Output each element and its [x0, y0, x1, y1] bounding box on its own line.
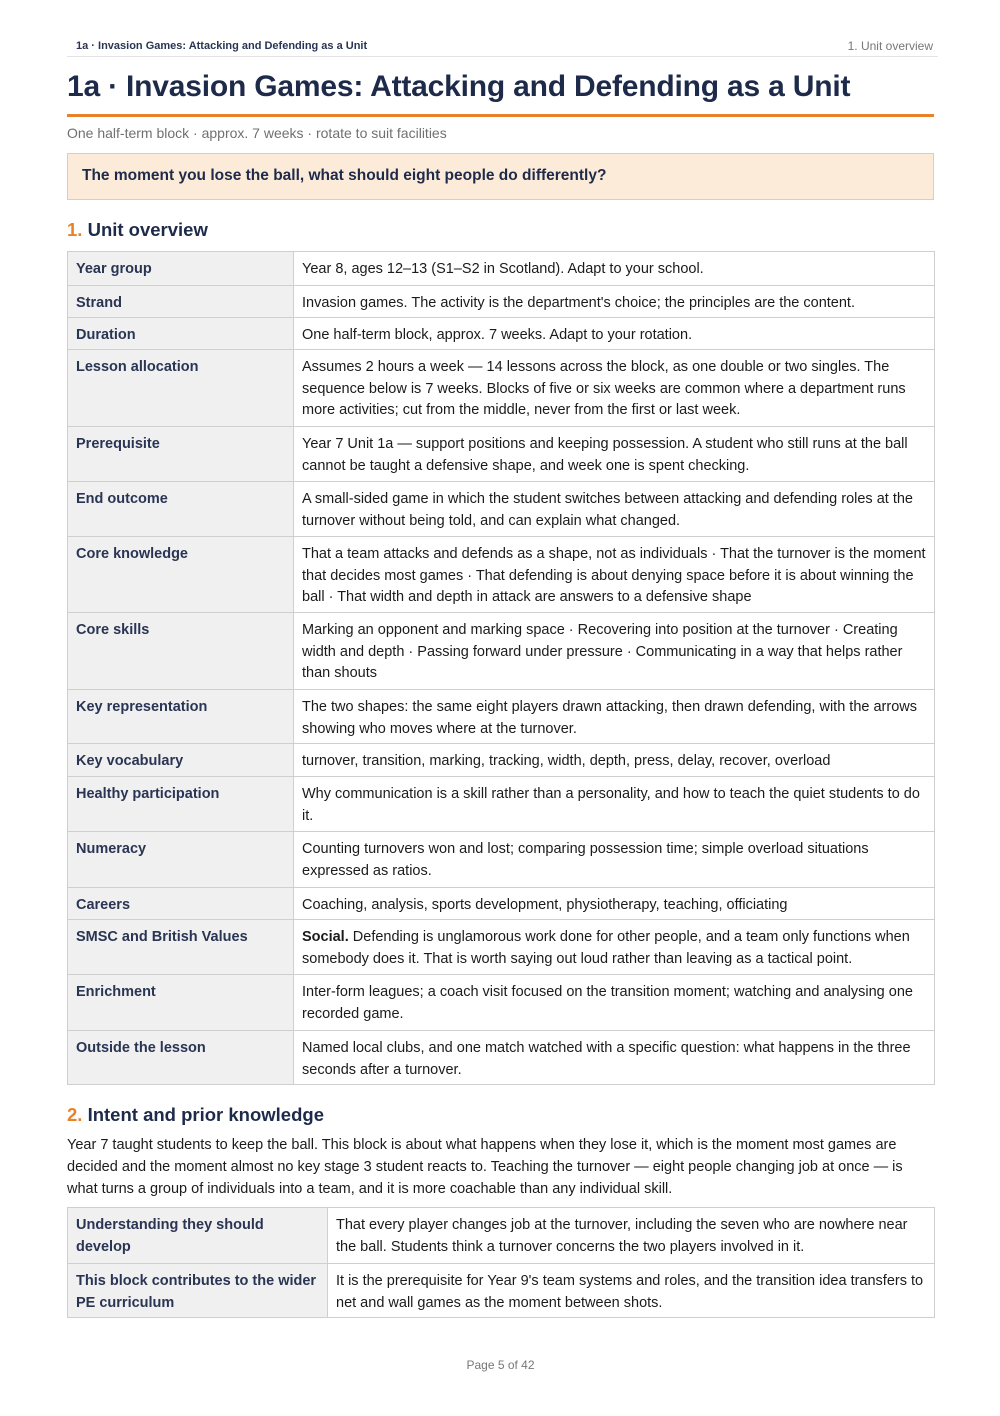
row-value-lead: Social.	[302, 929, 349, 945]
row-value: Year 7 Unit 1a — support positions and keeping possession. A student who still runs at the ball cannot be taught a defensive shape, and week one is spent checking.	[302, 436, 908, 474]
row-label-cell	[68, 744, 294, 777]
row-value-cell	[294, 777, 935, 832]
row-label: Year group	[76, 261, 152, 277]
page-number: Page 5 of 42	[466, 1358, 535, 1372]
row-label-cell	[68, 427, 294, 482]
row-label-cell	[68, 1031, 294, 1085]
row-value: Inter-form leagues; a coach visit focused on the transition moment; watching and analysing one recorded game.	[302, 984, 913, 1022]
row-label-cell	[68, 1208, 328, 1264]
unit-overview-table	[67, 251, 935, 1085]
row-value-cell	[328, 1264, 935, 1318]
table-row	[68, 1031, 935, 1085]
row-value-cell	[294, 975, 935, 1031]
row-label: SMSC and British Values	[76, 929, 248, 945]
row-value: Why communication is a skill rather than a personality, and how to teach the quiet students to do it.	[302, 786, 920, 824]
row-value-cell	[294, 920, 935, 975]
row-value: Year 8, ages 12–13 (S1–S2 in Scotland). Adapt to your school.	[302, 261, 704, 277]
table-row	[68, 252, 935, 286]
row-label-cell	[68, 537, 294, 613]
running-header	[67, 36, 938, 57]
row-value-cell	[294, 832, 935, 888]
row-value: A small-sided game in which the student switches between attacking and defending roles at the turnover without being told, and can explain what changed.	[302, 491, 913, 529]
row-value-cell	[328, 1208, 935, 1264]
table-row	[68, 975, 935, 1031]
table-row	[68, 482, 935, 537]
row-label-cell	[68, 613, 294, 690]
row-value	[302, 920, 926, 970]
row-value-cell	[294, 427, 935, 482]
row-label: Healthy participation	[76, 786, 220, 802]
row-value-cell	[294, 888, 935, 920]
row-value-cell	[294, 286, 935, 318]
intent-table	[67, 1207, 935, 1318]
row-label: Careers	[76, 897, 131, 913]
row-label-cell	[68, 482, 294, 537]
table-row	[68, 888, 935, 920]
row-label: Strand	[76, 295, 122, 311]
row-label-cell	[68, 888, 294, 920]
row-label-cell	[68, 690, 294, 744]
row-value-text: Defending is unglamorous work done for other people, and a team only functions when somebody does it. That is worth saying out loud rather than leaving as a tactical point.	[302, 929, 910, 967]
row-value-cell	[294, 744, 935, 777]
running-header-section: 1. Unit overview	[847, 39, 933, 53]
table-row	[68, 427, 935, 482]
table-row	[68, 350, 935, 427]
section-2-heading	[67, 1104, 324, 1126]
row-label: Prerequisite	[76, 436, 160, 452]
table-row	[68, 1208, 935, 1264]
title-divider	[67, 114, 934, 117]
table-row	[68, 318, 935, 350]
row-value-cell	[294, 350, 935, 427]
row-label: Lesson allocation	[76, 359, 199, 375]
row-value-cell	[294, 1031, 935, 1085]
row-label: Key representation	[76, 699, 208, 715]
row-label-cell	[68, 350, 294, 427]
running-header-title: 1a · Invasion Games: Attacking and Defending as a Unit	[76, 40, 368, 52]
row-value-cell	[294, 252, 935, 286]
table-row	[68, 537, 935, 613]
row-value: That every player changes job at the turnover, including the seven who are nowhere near the ball. Students think a turnover concerns the two players involved in it.	[336, 1217, 908, 1255]
section-1-heading	[67, 219, 208, 241]
key-question-text: The moment you lose the ball, what should eight people do differently?	[82, 167, 607, 184]
row-value: The two shapes: the same eight players drawn attacking, then drawn defending, with the arrows showing who moves where at the turnover.	[302, 699, 917, 737]
row-label: Numeracy	[76, 841, 147, 857]
section-1-number: 1.	[67, 219, 83, 240]
row-label: Duration	[76, 327, 136, 343]
row-label: Key vocabulary	[76, 753, 184, 769]
row-value-cell	[294, 537, 935, 613]
row-value-cell	[294, 690, 935, 744]
table-row	[68, 613, 935, 690]
page-title: 1a · Invasion Games: Attacking and Defending as a Unit	[67, 70, 851, 103]
row-label-cell	[68, 975, 294, 1031]
table-row	[68, 744, 935, 777]
row-label-cell	[68, 318, 294, 350]
row-label: End outcome	[76, 491, 168, 507]
row-value: It is the prerequisite for Year 9's team systems and roles, and the transition idea transfers to net and wall games as the moment between shots.	[336, 1273, 924, 1311]
row-value: That a team attacks and defends as a shape, not as individuals · That the turnover is the moment that decides most games · That defending is about denying space before it is about winning the ball · That width and depth in attack are answers to a defensive shape	[302, 546, 926, 605]
section-1-title: Unit overview	[87, 219, 208, 240]
row-label: Enrichment	[76, 984, 156, 1000]
section-2-number: 2.	[67, 1104, 83, 1125]
row-value: Marking an opponent and marking space · Recovering into position at the turnover · Creating width and depth · Passing forward under pressure · Communicating in a way that helps rather than shouts	[302, 622, 903, 681]
table-row	[68, 777, 935, 832]
row-label-cell	[68, 286, 294, 318]
key-question-callout	[67, 153, 934, 200]
row-label: Core skills	[76, 622, 150, 638]
row-value: Named local clubs, and one match watched with a specific question: what happens in the three seconds after a turnover.	[302, 1040, 911, 1078]
row-value: One half-term block, approx. 7 weeks. Adapt to your rotation.	[302, 327, 693, 343]
intent-paragraph: Year 7 taught students to keep the ball. This block is about what happens when they lose it, which is the moment most games are decided and the moment almost no key stage 3 student reacts to. Teaching the turnover — eight people changing job at once — is what turns a group of individuals into a team, and it is more coachable than any individual skill.	[67, 1137, 903, 1197]
table-row	[68, 920, 935, 975]
table-row	[68, 286, 935, 318]
row-label-cell	[68, 777, 294, 832]
table-row	[68, 690, 935, 744]
row-value-cell	[294, 613, 935, 690]
row-label: Understanding they should develop	[76, 1217, 264, 1255]
row-value-cell	[294, 482, 935, 537]
row-label-cell	[68, 920, 294, 975]
row-value: Assumes 2 hours a week — 14 lessons across the block, as one double or two singles. The sequence below is 7 weeks. Blocks of five or six weeks are common where a department runs more activities; cut from the middle, never from the first or last week.	[302, 359, 906, 418]
row-value: turnover, transition, marking, tracking, width, depth, press, delay, recover, overload	[302, 753, 831, 769]
table-row	[68, 832, 935, 888]
row-value: Invasion games. The activity is the department's choice; the principles are the content.	[302, 295, 855, 311]
section-2-title: Intent and prior knowledge	[87, 1104, 324, 1125]
row-label: This block contributes to the wider PE curriculum	[76, 1273, 317, 1311]
row-label-cell	[68, 832, 294, 888]
row-label: Core knowledge	[76, 546, 188, 562]
row-label-cell	[68, 1264, 328, 1318]
row-label-cell	[68, 252, 294, 286]
row-value-cell	[294, 318, 935, 350]
row-value: Coaching, analysis, sports development, physiotherapy, teaching, officiating	[302, 897, 788, 913]
row-label: Outside the lesson	[76, 1040, 206, 1056]
row-value: Counting turnovers won and lost; comparing possession time; simple overload situations expressed as ratios.	[302, 841, 869, 879]
page-subtitle: One half-term block · approx. 7 weeks · rotate to suit facilities	[67, 125, 447, 141]
table-row	[68, 1264, 935, 1318]
